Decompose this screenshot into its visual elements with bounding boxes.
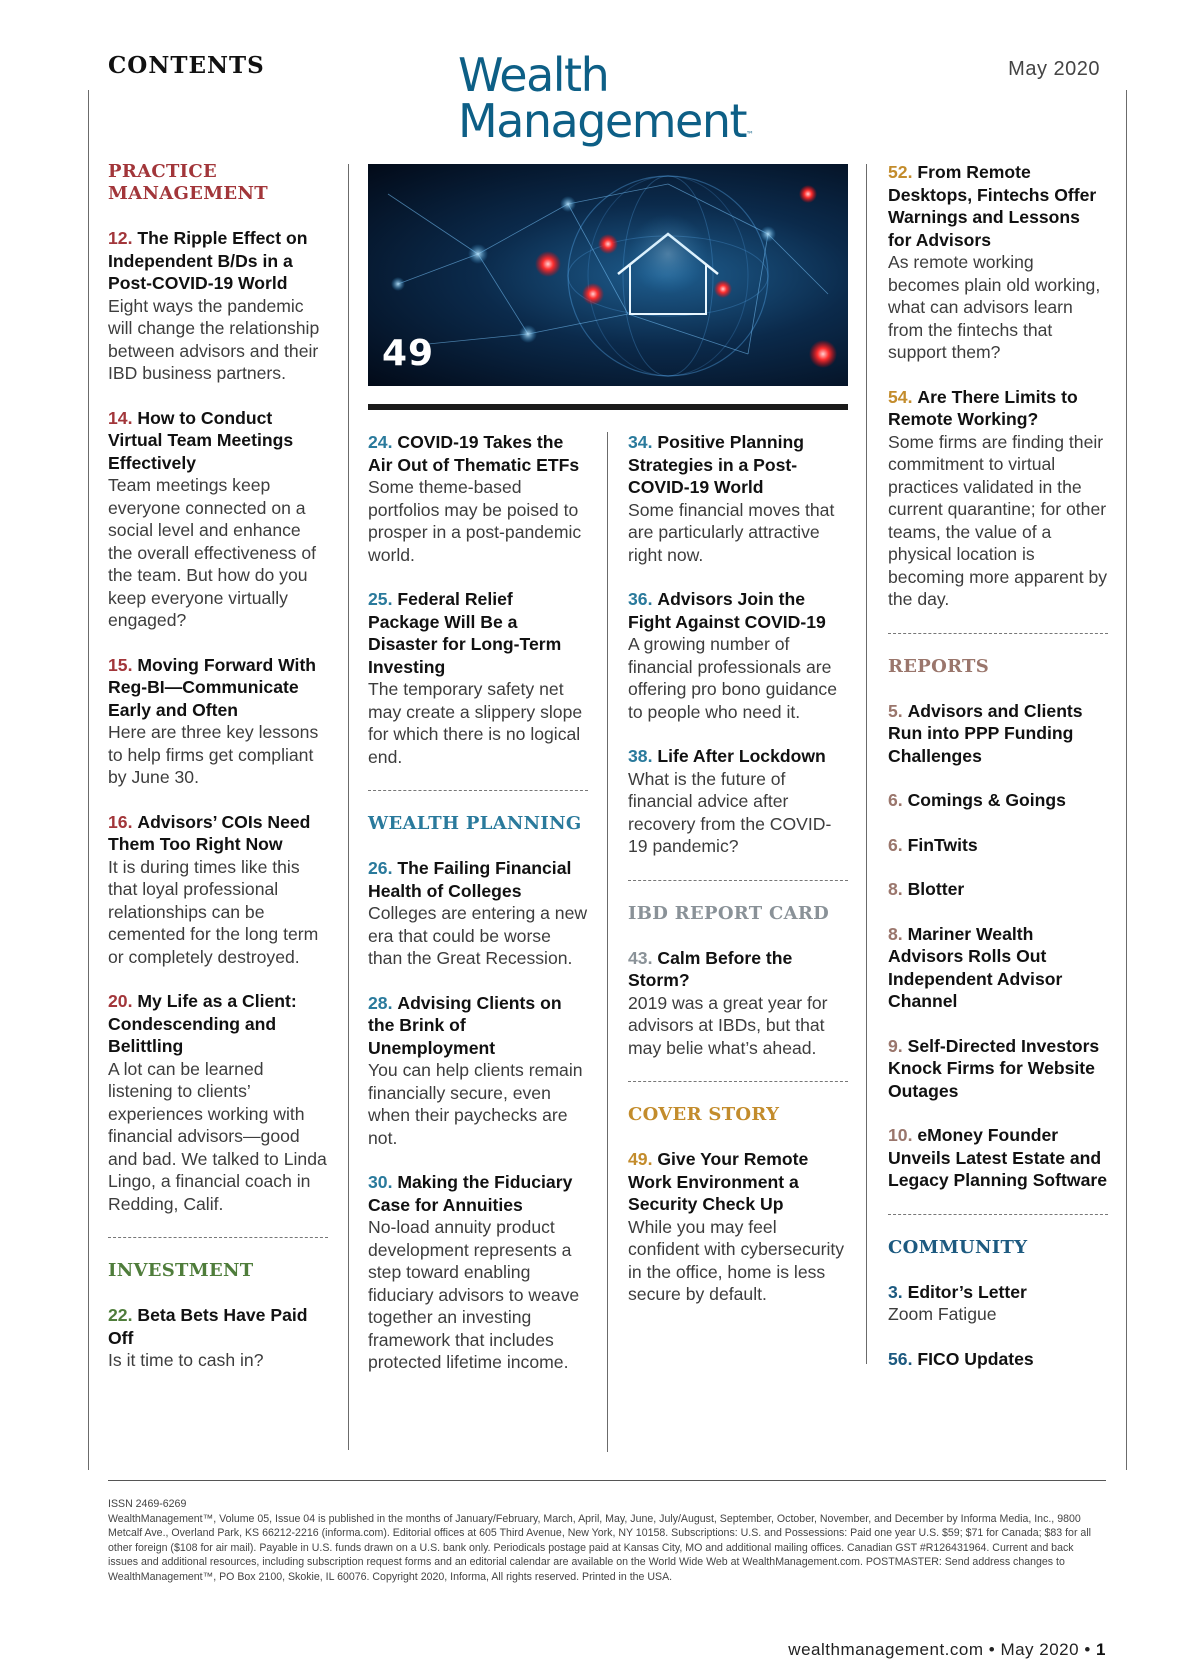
toc-article-title: The Failing Financial Health of Colleges xyxy=(368,858,572,901)
toc-article-description: Some financial moves that are particularly attractive right now. xyxy=(628,499,835,565)
toc-entry-heading xyxy=(368,588,588,678)
section-ibd-report-card: IBD REPORT CARD xyxy=(628,902,830,924)
toc-article-title: Advisors and Clients Run into PPP Funding Challenges xyxy=(888,700,1083,766)
toc-entry[interactable] xyxy=(888,386,1108,611)
rule-col2-col3 xyxy=(607,432,608,1452)
toc-column-2 xyxy=(368,431,588,1396)
logo-line-2-text: Management xyxy=(458,94,747,148)
toc-entry[interactable] xyxy=(888,923,1108,1013)
page-number: 1 xyxy=(1096,1640,1106,1659)
toc-page-number: 38. xyxy=(628,746,653,766)
toc-article-title: FICO Updates xyxy=(917,1348,1034,1369)
toc-article-description: Eight ways the pandemic will change the relationship between advisors and their IBD business partners. xyxy=(108,295,320,383)
toc-article-title: Advising Clients on the Brink of Unemployment xyxy=(368,992,562,1058)
toc-entry[interactable] xyxy=(888,700,1108,768)
toc-entry[interactable] xyxy=(108,811,328,969)
toc-entry-heading xyxy=(888,878,1108,901)
toc-entry[interactable] xyxy=(628,1148,848,1306)
toc-article-title: Life After Lockdown xyxy=(657,746,826,766)
toc-entry[interactable] xyxy=(888,1348,1108,1371)
toc-article-description: You can help clients remain financially secure, even when their paychecks are not. xyxy=(368,1060,583,1148)
toc-article-title: Give Your Remote Work Environment a Security Check Up xyxy=(628,1149,809,1214)
footer-date: May 2020 xyxy=(1000,1640,1080,1659)
toc-page-number: 34. xyxy=(628,432,653,452)
contents-heading: CONTENTS xyxy=(108,52,265,79)
toc-article-description: A growing number of financial professionals are offering pro bono guidance to people who need it. xyxy=(628,634,838,722)
toc-entry-heading xyxy=(108,654,328,722)
toc-article-description: While you may feel confident with cybersecurity in the office, home is less secure by default. xyxy=(628,1216,845,1304)
toc-article-title: Advisors Join the Fight Against COVID-19 xyxy=(628,589,826,632)
toc-entry[interactable] xyxy=(628,745,848,858)
toc-article-description: Here are three key lessons to help firms get compliant by June 30. xyxy=(108,722,319,787)
toc-article-description: What is the future of financial advice after recovery from the COVID-19 pandemic? xyxy=(628,768,832,856)
toc-article-description: No-load annuity product development represents a step toward enabling fiduciary advisors to weave together an investing framework that includes protected lifetime income. xyxy=(368,1217,580,1372)
toc-article-title: Advisors’ COIs Need Them Too Right Now xyxy=(108,811,311,854)
publication-statement: WealthManagement™, Volume 05, Issue 04 is published in the months of January/February, March, April, May, June, July/August, September, October, November, and December by Informa Media, Inc., 9800 Metcalf Ave., Overland Park, KS 66212-2216 (informa.com). Editorial offices at 605 Third Avenue, New York, NY 10158. Subscriptions: U.S. and Possessions: Paid one year U.S. $59; $71 for Canada; $83 for all other foreign ($108 for air mail). Payable in U.S. funds drawn on a U.S. bank only. Periodicals postage paid at Kansas City, MO and additional mailing offices. Canadian GST #R126431964. Current and back issues and additional resources, including subscription request forms and an editorial calendar are available on the World Wide Web at WealthManagement.com. POSTMASTER: Send address changes to WealthManagement™, PO Box 2100, Skokie, IL 60076. Copyright 2020, Informa, All rights reserved. Printed in the USA. xyxy=(108,1512,1092,1583)
toc-article-description: It is during times like this that loyal professional relationships can be cemented for the long term or completely destroyed. xyxy=(108,856,319,967)
rule-col3-col4 xyxy=(866,164,867,1364)
toc-entry[interactable] xyxy=(888,161,1108,364)
toc-article-title: From Remote Desktops, Fintechs Offer Warnings and Lessons for Advisors xyxy=(888,162,1097,250)
toc-column-1 xyxy=(108,161,328,1394)
toc-entry[interactable] xyxy=(108,1304,328,1372)
toc-entry[interactable] xyxy=(888,789,1108,812)
toc-entry[interactable] xyxy=(628,947,848,1060)
section-wealth-planning: WEALTH PLANNING xyxy=(368,813,582,834)
toc-entry[interactable] xyxy=(108,407,328,632)
section-divider xyxy=(108,1237,328,1238)
toc-page-number: 30. xyxy=(368,1172,393,1192)
section-cover-story: COVER STORY xyxy=(628,1104,780,1125)
toc-column-3 xyxy=(628,431,848,1328)
toc-entry-heading xyxy=(888,1035,1108,1103)
cover-story-page-number: 49 xyxy=(382,333,435,374)
toc-page-number: 12. xyxy=(108,228,133,248)
toc-entry[interactable] xyxy=(628,431,848,566)
toc-entry-heading xyxy=(108,990,328,1058)
toc-article-title: Comings & Goings xyxy=(907,790,1066,810)
toc-page-number: 52. xyxy=(888,162,913,182)
toc-entry[interactable] xyxy=(368,431,588,566)
toc-entry[interactable] xyxy=(888,834,1108,857)
toc-article-title: Calm Before the Storm? xyxy=(628,947,793,990)
logo-line-1: Wealth xyxy=(458,48,609,102)
toc-page-number: 24. xyxy=(368,432,393,452)
toc-page-number: 16. xyxy=(108,811,133,832)
toc-page-number: 10. xyxy=(888,1125,913,1145)
toc-entry-heading xyxy=(108,1304,328,1349)
page-footer xyxy=(788,1640,1106,1660)
toc-article-title: How to Conduct Virtual Team Meetings Effectively xyxy=(108,407,294,473)
wealth-management-logo xyxy=(458,48,755,158)
toc-page-number: 20. xyxy=(108,991,133,1011)
toc-entry-heading xyxy=(888,700,1108,768)
toc-page-number: 36. xyxy=(628,589,653,609)
toc-page-number: 6. xyxy=(888,790,903,810)
toc-article-title: Moving Forward With Reg-BI—Communicate Early and Often xyxy=(108,654,317,720)
toc-entry[interactable] xyxy=(108,654,328,789)
toc-entry-heading xyxy=(368,992,588,1060)
toc-entry-heading xyxy=(108,227,328,295)
toc-entry[interactable] xyxy=(888,878,1108,901)
toc-article-title: Are There Limits to Remote Working? xyxy=(888,386,1078,429)
toc-page-number: 14. xyxy=(108,407,133,428)
section-divider xyxy=(368,790,588,791)
toc-article-title: Mariner Wealth Advisors Rolls Out Independent Advisor Channel xyxy=(888,923,1063,1011)
toc-entry[interactable] xyxy=(368,992,588,1150)
toc-article-title: COVID-19 Takes the Air Out of Thematic ETFs xyxy=(368,432,580,475)
section-reports: REPORTS xyxy=(888,655,990,677)
toc-entry-heading xyxy=(888,1348,1108,1371)
toc-page-number: 9. xyxy=(888,1035,903,1056)
toc-page-number: 49. xyxy=(628,1149,653,1169)
section-investment: INVESTMENT xyxy=(108,1260,254,1281)
toc-article-title: The Ripple Effect on Independent B/Ds in a Post-COVID-19 World xyxy=(108,228,308,293)
toc-article-description: Some theme-based portfolios may be poised to prosper in a post-pandemic world. xyxy=(368,477,582,565)
footer-site: wealthmanagement.com xyxy=(788,1640,984,1659)
toc-entry-heading xyxy=(888,386,1108,431)
toc-article-description: A lot can be learned listening to clients’ experiences working with financial advisors—good and bad. We talked to Linda Lingo, a financial coach in Redding, Calif. xyxy=(108,1058,327,1214)
section-divider xyxy=(888,1214,1108,1215)
toc-article-title: Editor’s Letter xyxy=(907,1281,1027,1302)
toc-entry-heading xyxy=(368,1171,588,1216)
rule-left-edge xyxy=(88,90,89,1470)
logo-trademark: ™ xyxy=(746,130,755,139)
toc-page-number: 3. xyxy=(888,1281,903,1302)
toc-article-title: eMoney Founder Unveils Latest Estate and Legacy Planning Software xyxy=(888,1125,1107,1190)
toc-entry-heading xyxy=(628,745,848,768)
toc-entry-heading xyxy=(628,588,848,633)
toc-article-title: Positive Planning Strategies in a Post-COVID-19 World xyxy=(628,432,805,497)
toc-article-description: Some firms are finding their commitment to virtual practices validated in the current quarantine; for other teams, the value of a physical location is becoming more apparent by the day. xyxy=(888,431,1108,609)
toc-page-number: 5. xyxy=(888,700,903,721)
toc-entry-heading xyxy=(368,431,588,476)
toc-entry[interactable] xyxy=(888,1035,1108,1103)
toc-entry[interactable] xyxy=(108,990,328,1215)
footer-rule xyxy=(108,1480,1106,1481)
toc-article-title: Beta Bets Have Paid Off xyxy=(108,1305,308,1348)
network-globe-illustration xyxy=(368,164,848,386)
toc-page-number: 6. xyxy=(888,834,903,855)
toc-entry[interactable] xyxy=(888,1281,1108,1326)
publication-fineprint xyxy=(108,1497,1106,1584)
section-community: COMMUNITY xyxy=(888,1236,1028,1258)
section-divider xyxy=(628,880,848,881)
toc-entry[interactable] xyxy=(888,1124,1108,1192)
toc-page-number: 8. xyxy=(888,923,903,944)
issue-date: May 2020 xyxy=(1008,58,1100,80)
logo-line-2 xyxy=(458,94,755,158)
toc-article-description: Team meetings keep everyone connected on a social level and enhance the overall effectiveness of the team. But how do you keep everyone virtually engaged? xyxy=(108,475,316,630)
toc-article-title: Making the Fiduciary Case for Annuities xyxy=(368,1172,573,1215)
toc-entry-heading xyxy=(888,161,1108,251)
toc-entry[interactable] xyxy=(108,227,328,385)
toc-entry-heading xyxy=(888,1281,1108,1304)
toc-entry-heading xyxy=(888,923,1108,1013)
toc-page-number: 15. xyxy=(108,654,133,675)
toc-column-4 xyxy=(888,161,1108,1392)
toc-entry-heading xyxy=(888,834,1108,857)
toc-entry-heading xyxy=(628,947,848,992)
section-divider xyxy=(628,1081,848,1082)
toc-article-description: Colleges are entering a new era that could be worse than the Great Recession. xyxy=(368,903,588,968)
rule-right-edge xyxy=(1126,90,1127,1470)
feature-divider-bar xyxy=(368,404,848,410)
issn: ISSN 2469-6269 xyxy=(108,1498,187,1510)
toc-page-number: 25. xyxy=(368,589,393,609)
toc-article-title: Blotter xyxy=(907,879,965,899)
toc-entry-heading xyxy=(628,431,848,499)
toc-article-title: My Life as a Client: Condescending and Belittling xyxy=(108,991,297,1056)
toc-entry[interactable] xyxy=(628,588,848,723)
toc-entry-heading xyxy=(108,811,328,856)
toc-page-number: 8. xyxy=(888,879,903,899)
toc-page-number: 28. xyxy=(368,992,393,1013)
toc-article-title: FinTwits xyxy=(907,834,978,855)
rule-col1-col2 xyxy=(348,164,349,1450)
footer-separator: • xyxy=(988,1640,996,1659)
toc-entry-heading xyxy=(888,789,1108,812)
toc-entry-heading xyxy=(888,1124,1108,1192)
toc-article-description: The temporary safety net may create a slippery slope for which there is no logical end. xyxy=(368,679,583,767)
section-divider xyxy=(888,633,1108,634)
cover-story-image[interactable] xyxy=(368,164,848,386)
toc-article-title: Federal Relief Package Will Be a Disaster for Long-Term Investing xyxy=(368,589,562,677)
section-practice-management: PRACTICE MANAGEMENT xyxy=(108,161,268,204)
toc-article-description: 2019 was a great year for advisors at IBDs, but that may belie what’s ahead. xyxy=(628,992,828,1058)
footer-separator: • xyxy=(1084,1640,1091,1659)
toc-page-number: 22. xyxy=(108,1305,133,1325)
toc-article-description: Is it time to cash in? xyxy=(108,1350,264,1370)
toc-page-number: 56. xyxy=(888,1348,913,1369)
toc-page-number: 43. xyxy=(628,947,653,968)
toc-article-description: As remote working becomes plain old working, what can advisors learn from the fintechs that support them? xyxy=(888,252,1101,362)
toc-entry[interactable] xyxy=(368,1171,588,1374)
toc-entry[interactable] xyxy=(368,588,588,768)
toc-article-description: Zoom Fatigue xyxy=(888,1304,997,1324)
toc-page-number: 26. xyxy=(368,858,393,878)
toc-entry-heading xyxy=(108,407,328,475)
toc-entry-heading xyxy=(368,857,588,902)
toc-entry-heading xyxy=(628,1148,848,1216)
toc-entry[interactable] xyxy=(368,857,588,970)
toc-page-number: 54. xyxy=(888,386,913,407)
toc-article-title: Self-Directed Investors Knock Firms for Website Outages xyxy=(888,1035,1100,1101)
